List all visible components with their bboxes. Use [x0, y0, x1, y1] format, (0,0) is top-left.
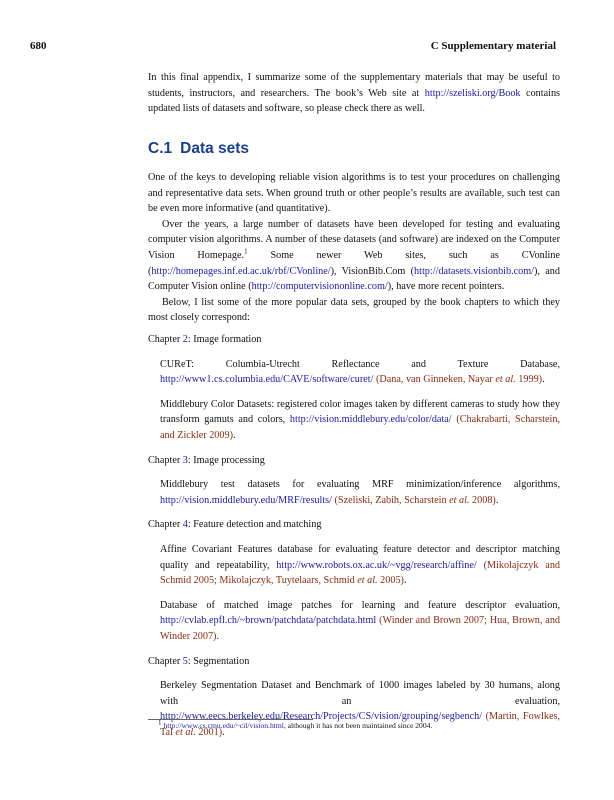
body-text	[148, 170, 560, 326]
citation[interactable]: (Dana, van Ginneken, Nayar et al. 1999)	[375, 374, 543, 386]
page-number: 680	[30, 40, 47, 52]
chapter-link[interactable]: 2	[182, 334, 188, 345]
dataset-entry: Middlebury Color Datasets: registered color images taken by different cameras to study how they transform gamuts and colors, http://vision.middlebury.edu/color/data/ (Chakrabarti, Scharstein, and Zickler 2009).	[160, 398, 561, 441]
chapter-heading: Chapter 4: Feature detection and matching	[148, 519, 322, 531]
visionbib-link[interactable]: http://datasets.visionbib.com/	[414, 265, 535, 277]
paragraph: Below, I list some of the more popular data sets, grouped by the book chapters to which they most closely correspond:	[148, 296, 560, 324]
citation[interactable]: (Martin, Fowlkes, Tal et al. 2001)	[160, 711, 560, 738]
chapter-heading: Chapter 5: Segmentation	[148, 655, 250, 667]
chapter-link[interactable]: 5	[182, 655, 188, 667]
citation[interactable]: (Szeliski, Zabih, Scharstein et al. 2008)	[334, 494, 496, 506]
intro-paragraph: In this final appendix, I summarize some of the supplementary materials that may be useful to students, instructors, and researchers. The book’s Web site at http://szeliski.org/Book contains updated lists of datasets and software, so please check there as well.	[148, 72, 560, 115]
section-number: C.1	[148, 140, 173, 157]
dataset-entry: Affine Covariant Features database for evaluating feature detector and descriptor matching quality and repeatability, http://www.robots.ox.ac.uk/~vgg/research/affine/ (Mikolajczyk and Schmid 2005; Mikolajczyk, Tuytelaars, Schmid et al. 2005).	[160, 543, 561, 587]
footnote-marker[interactable]: 1	[244, 247, 248, 256]
cvonline-com-link[interactable]: http://computervisiononline.com/	[251, 281, 388, 293]
chapter-link[interactable]: 4	[182, 519, 188, 531]
dataset-link[interactable]: http://www.robots.ox.ac.uk/~vgg/research/affine/	[276, 559, 477, 571]
dataset-link[interactable]: http://www1.cs.columbia.edu/CAVE/software/curet/	[160, 374, 374, 386]
section-title: Data sets	[180, 140, 250, 157]
book-website-link[interactable]: http://szeliski.org/Book	[424, 87, 521, 99]
chapter-heading: Chapter 3: Image processing	[148, 454, 265, 466]
paragraph: One of the keys to developing reliable vision algorithms is to test your procedures on challenging and representative data sets. When ground truth or other people’s results are available, such test can be even more informative (and quantitative).	[148, 172, 560, 215]
section-heading	[148, 140, 249, 158]
chapter-link[interactable]: 3	[182, 454, 188, 466]
footnote-number: 1	[158, 718, 162, 727]
dataset-entry: Middlebury test datasets for evaluating MRF minimization/inference algorithms, http://vision.middlebury.edu/MRF/results/ (Szeliski, Zabih, Scharstein et al. 2008).	[160, 479, 560, 506]
cvonline-link[interactable]: http://homepages.inf.ed.ac.uk/rbf/CVonline/	[151, 265, 331, 277]
dataset-entry: Berkeley Segmentation Dataset and Benchmark of 1000 images labeled by 30 humans, along with an evaluation, http://www.eecs.berkeley.edu/Research/Projects/CS/vision/grouping/segbench/ (Martin, Fowlkes, Tal et al. 2001).	[160, 680, 560, 738]
dataset-link[interactable]: http://vision.middlebury.edu/MRF/results/	[160, 494, 332, 506]
footnote: $^1$ http://www.cs.cmu.edu/~cil/vision.html, although it has not been maintained since 2004.	[158, 718, 433, 730]
citation[interactable]: (Winder and Brown 2007; Hua, Brown, and Winder 2007)	[160, 615, 561, 642]
dataset-entry: CUReT: Columbia-Utrecht Reflectance and Texture Database, http://www1.cs.columbia.edu/CAVE/software/curet/ (Dana, van Ginneken, Nayar et al. 1999).	[160, 358, 560, 386]
citation[interactable]: (Chakrabarti, Scharstein, and Zickler 2009)	[160, 414, 561, 441]
dataset-entry: Database of matched image patches for learning and feature descriptor evaluation, http://cvlab.epfl.ch/~brown/patchdata/patchdata.html (Winder and Brown 2007; Hua, Brown, and Winder 2007).	[160, 599, 561, 642]
running-title: C Supplementary material	[430, 40, 556, 52]
running-header	[30, 40, 556, 52]
dataset-list	[148, 332, 560, 740]
footnote-link[interactable]: http://www.cs.cmu.edu/~cil/vision.html	[163, 721, 284, 730]
chapter-heading: Chapter 2: Image formation	[148, 334, 262, 345]
paragraph: Over the years, a large number of datasets have been developed for testing and evaluating computer vision algorithms. A number of these datasets (and software) are indexed on the Computer Vision Homepage.$^1$ Some newer Web sites, such as CVonline (http://homepages.inf.ed.ac.uk/rbf/CVonline/), VisionBib.Com (http://datasets.visionbib.com/), and Computer Vision online (http://computervisiononline.com/), have more recent pointers.	[148, 218, 560, 293]
citation[interactable]: (Mikolajczyk and Schmid 2005; Mikolajczyk, Tuytelaars, Schmid et al. 2005)	[160, 559, 561, 587]
dataset-link[interactable]: http://vision.middlebury.edu/color/data/	[289, 414, 452, 426]
dataset-link[interactable]: http://www.eecs.berkeley.edu/Research/Projects/CS/vision/grouping/segbench/	[160, 711, 483, 723]
dataset-link[interactable]: http://cvlab.epfl.ch/~brown/patchdata/patchdata.html	[160, 615, 377, 627]
footnote-divider	[148, 719, 313, 720]
